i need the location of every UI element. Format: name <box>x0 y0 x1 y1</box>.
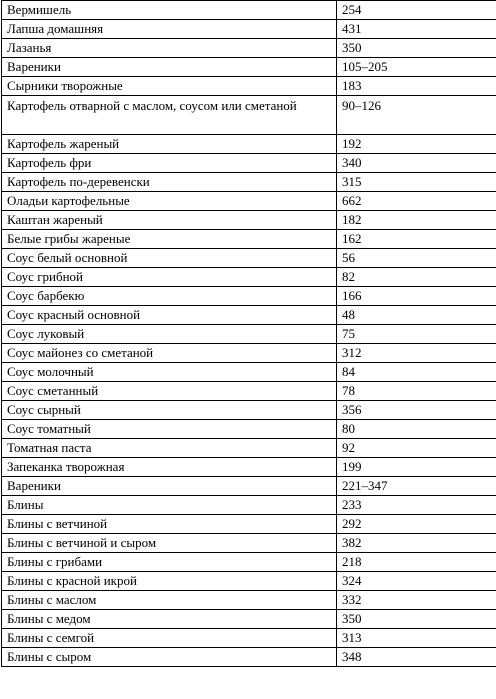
table-row <box>2 496 496 515</box>
table-row <box>2 344 496 363</box>
dish-name-cell: Соус красный основной <box>2 306 337 325</box>
table-row <box>2 268 496 287</box>
calorie-value-cell: 340 <box>337 154 496 173</box>
table-row <box>2 534 496 553</box>
dish-name-cell: Картофель жареный <box>2 135 337 154</box>
table-row <box>2 648 496 667</box>
table-row <box>2 135 496 154</box>
table-row <box>2 363 496 382</box>
dish-name-cell: Блины с медом <box>2 610 337 629</box>
dish-name-cell: Вермишель <box>2 1 337 20</box>
dish-name-cell: Соус сырный <box>2 401 337 420</box>
calorie-value-cell: 56 <box>337 249 496 268</box>
calorie-value-cell: 192 <box>337 135 496 154</box>
calorie-value-cell: 78 <box>337 382 496 401</box>
dish-name-cell: Картофель отварной с маслом, соусом или сметаной <box>2 96 337 135</box>
dish-name-cell: Соус сметанный <box>2 382 337 401</box>
dish-name-cell: Блины с семгой <box>2 629 337 648</box>
calorie-value-cell: 166 <box>337 287 496 306</box>
dish-name-cell: Белые грибы жареные <box>2 230 337 249</box>
calorie-value-cell: 90–126 <box>337 96 496 135</box>
table-row <box>2 591 496 610</box>
calorie-value-cell: 313 <box>337 629 496 648</box>
calorie-value-cell: 199 <box>337 458 496 477</box>
dish-name-cell: Вареники <box>2 477 337 496</box>
table-row <box>2 77 496 96</box>
table-row <box>2 629 496 648</box>
dish-name-cell: Соус томатный <box>2 420 337 439</box>
dish-name-cell: Картофель по-деревенски <box>2 173 337 192</box>
table-row <box>2 477 496 496</box>
calorie-value-cell: 431 <box>337 20 496 39</box>
calorie-value-cell: 662 <box>337 192 496 211</box>
calorie-value-cell: 182 <box>337 211 496 230</box>
dish-name-cell: Соус луковый <box>2 325 337 344</box>
dish-name-cell: Соус майонез со сметаной <box>2 344 337 363</box>
calorie-value-cell: 292 <box>337 515 496 534</box>
calorie-value-cell: 82 <box>337 268 496 287</box>
dish-name-cell: Блины с сыром <box>2 648 337 667</box>
calorie-value-cell: 332 <box>337 591 496 610</box>
dish-name-cell: Блины с ветчиной и сыром <box>2 534 337 553</box>
table-row <box>2 1 496 20</box>
dish-name-cell: Блины <box>2 496 337 515</box>
calorie-value-cell: 80 <box>337 420 496 439</box>
table-row <box>2 439 496 458</box>
table-row <box>2 306 496 325</box>
calorie-value-cell: 218 <box>337 553 496 572</box>
calorie-value-cell: 75 <box>337 325 496 344</box>
table-row <box>2 154 496 173</box>
calorie-value-cell: 48 <box>337 306 496 325</box>
calorie-value-cell: 105–205 <box>337 58 496 77</box>
calorie-value-cell: 315 <box>337 173 496 192</box>
calorie-value-cell: 350 <box>337 610 496 629</box>
table-row <box>2 211 496 230</box>
calorie-value-cell: 183 <box>337 77 496 96</box>
dish-name-cell: Соус барбекю <box>2 287 337 306</box>
dish-name-cell: Лапша домашняя <box>2 20 337 39</box>
calorie-value-cell: 324 <box>337 572 496 591</box>
calorie-value-cell: 382 <box>337 534 496 553</box>
table-row <box>2 401 496 420</box>
calorie-table <box>1 0 496 667</box>
calorie-value-cell: 233 <box>337 496 496 515</box>
table-row <box>2 96 496 135</box>
table-row <box>2 572 496 591</box>
table-row <box>2 39 496 58</box>
dish-name-cell: Запеканка творожная <box>2 458 337 477</box>
table-row <box>2 420 496 439</box>
table-row <box>2 192 496 211</box>
table-row <box>2 553 496 572</box>
table-row <box>2 20 496 39</box>
dish-name-cell: Сырники творожные <box>2 77 337 96</box>
calorie-value-cell: 84 <box>337 363 496 382</box>
dish-name-cell: Соус белый основной <box>2 249 337 268</box>
dish-name-cell: Блины с ветчиной <box>2 515 337 534</box>
table-row <box>2 287 496 306</box>
calorie-value-cell: 312 <box>337 344 496 363</box>
calorie-value-cell: 221–347 <box>337 477 496 496</box>
dish-name-cell: Лазанья <box>2 39 337 58</box>
table-row <box>2 173 496 192</box>
dish-name-cell: Томатная паста <box>2 439 337 458</box>
calorie-value-cell: 356 <box>337 401 496 420</box>
table-row <box>2 610 496 629</box>
dish-name-cell: Блины с маслом <box>2 591 337 610</box>
table-row <box>2 515 496 534</box>
calorie-value-cell: 162 <box>337 230 496 249</box>
table-row <box>2 458 496 477</box>
dish-name-cell: Блины с красной икрой <box>2 572 337 591</box>
dish-name-cell: Вареники <box>2 58 337 77</box>
dish-name-cell: Картофель фри <box>2 154 337 173</box>
calorie-value-cell: 350 <box>337 39 496 58</box>
table-row <box>2 249 496 268</box>
calorie-value-cell: 348 <box>337 648 496 667</box>
dish-name-cell: Соус грибной <box>2 268 337 287</box>
calorie-value-cell: 92 <box>337 439 496 458</box>
table-row <box>2 325 496 344</box>
calorie-table-body <box>2 1 496 667</box>
dish-name-cell: Оладьи картофельные <box>2 192 337 211</box>
calorie-value-cell: 254 <box>337 1 496 20</box>
dish-name-cell: Блины с грибами <box>2 553 337 572</box>
dish-name-cell: Каштан жареный <box>2 211 337 230</box>
table-row <box>2 382 496 401</box>
dish-name-cell: Соус молочный <box>2 363 337 382</box>
table-row <box>2 58 496 77</box>
table-row <box>2 230 496 249</box>
